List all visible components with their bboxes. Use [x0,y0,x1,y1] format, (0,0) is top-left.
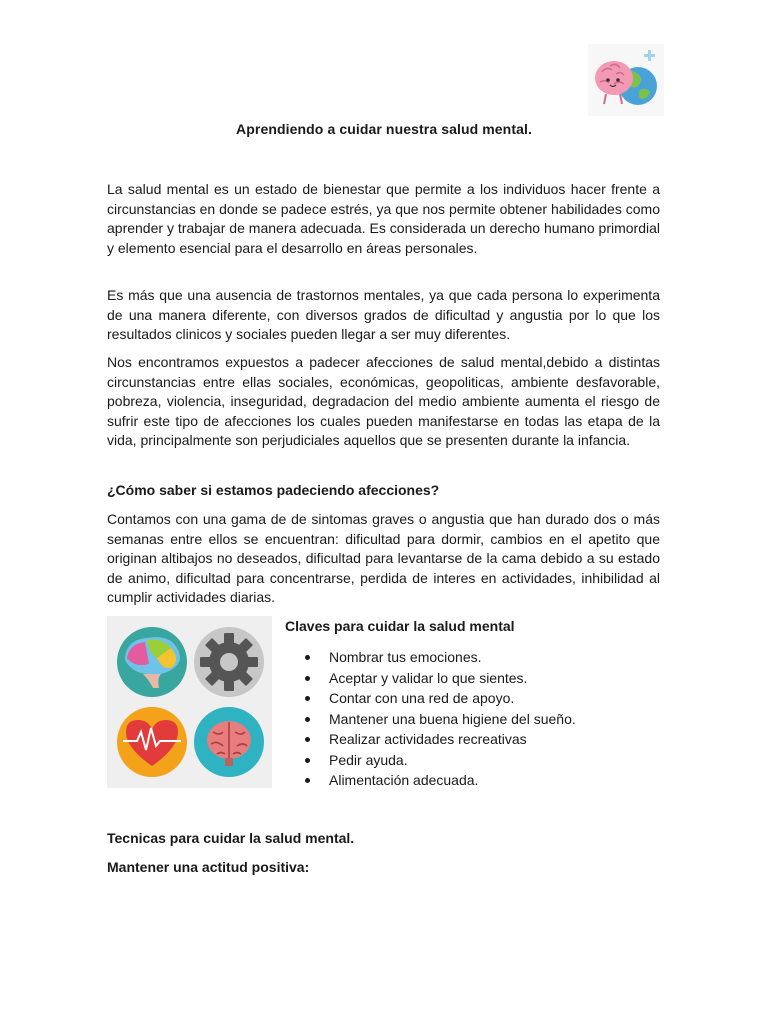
list-item: Contar con una red de apoyo. [285,688,576,709]
bullet [305,717,310,722]
bullet [305,758,310,763]
tecnicas-heading: Tecnicas para cuidar la salud mental. [107,830,355,846]
paragraph-definition: Es más que una ausencia de trastornos mentales, ya que cada persona lo experimenta de una manera diferente, con diversos grados de dificultad y angustia por lo que los resultados clinicos y sociales pueden llegar a ser muy diferentes. [107,287,660,342]
paragraph-symptoms: Contamos con una gama de de sintomas graves o angustia que han durado dos o más semanas entre ellos se encuentran: dificultad para dormir, cambios en el apetito que originan altibajos no deseados, dificultad para levantarse de la cama debido a su estado de animo, dificultad para concentrarse, perdida de interes en actividades, inhibilidad al cumplir actividades diarias. [107,511,660,605]
mental-health-illustration [107,616,272,788]
heart-pulse-icon [117,707,187,777]
document-title: Aprendiendo a cuidar nuestra salud mental. [236,121,532,137]
claves-list [285,647,576,791]
question-heading: ¿Cómo saber si estamos padeciendo afecciones? [107,482,440,498]
list-item: Alimentación adecuada. [285,770,576,791]
bullet [305,696,310,701]
list-item: Pedir ayuda. [285,750,576,771]
list-item: Realizar actividades recreativas [285,729,576,750]
list-item: Nombrar tus emociones. [285,647,576,668]
list-item: Mantener una buena higiene del sueño. [285,709,576,730]
bullet [305,676,310,681]
bullet [305,655,310,660]
bullet [305,778,310,783]
gear-icon [194,627,264,697]
brain-icon [194,707,264,777]
paragraph-intro: La salud mental es un estado de bienestar que permite a los individuos hacer frente a circunstancias en donde se padece estrés, ya que nos permite obtener habilidades como aprender y trabajar de manera adecuada. Es considerada un derecho humano primordial y elemento esencial para el desarrollo en áreas personales. [107,181,660,256]
actitud-heading: Mantener una actitud positiva: [107,859,310,875]
brain-lobes-icon [117,627,187,697]
brain-and-earth-icon [588,44,664,116]
bullet [305,737,310,742]
claves-title: Claves para cuidar la salud mental [285,618,515,634]
list-item: Aceptar y validar lo que sientes. [285,668,576,689]
paragraph-causes: Nos encontramos expuestos a padecer afecciones de salud mental,debido a distintas circunstancias entre ellas sociales, económicas, geopoliticas, ambiente desfavorable, pobreza, violencia, inseguridad, degradacion del medio ambiente aumenta el riesgo de sufrir este tipo de afecciones los cuales pueden manifestarse en todas las etapa de la vida, principalmente son perjudiciales aquellos que se presenten durante la infancia. [107,354,660,448]
